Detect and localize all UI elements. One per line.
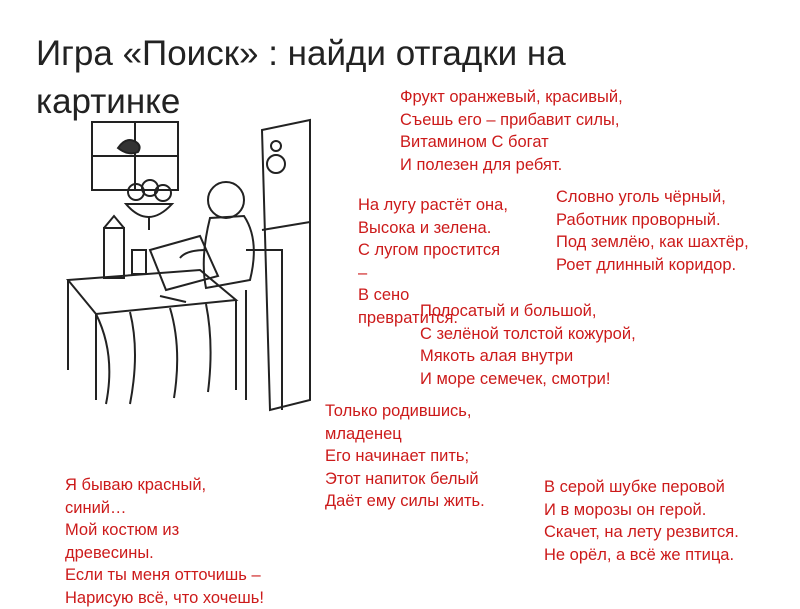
table: [68, 270, 236, 314]
riddle-watermelon: Полосатый и большой, С зелёной толстой кожурой, Мякоть алая внутри И море семечек, смотри!: [420, 302, 636, 388]
riddle-grass: На лугу растёт она, Высока и зелена. С лугом простится – В сено превратится.: [358, 196, 508, 327]
bird-icon: [118, 140, 140, 153]
riddle-pencil: Я бываю красный, синий… Мой костюм из древесины. Если ты меня отточишь – Нарисую всё, что хочешь!: [65, 476, 264, 607]
milk-carton: [104, 228, 124, 278]
riddle-orange: Фрукт оранжевый, красивый, Съешь его – прибавит силы, Витамином С богат И полезен для ребят.: [400, 88, 623, 174]
boy-head: [208, 182, 244, 218]
fruit-bowl: [126, 204, 172, 217]
riddle-sparrow: В серой шубке перовой И в морозы он герой. Скачет, на лету резвится. Не орёл, а всё же птица.: [544, 478, 739, 564]
wall-panel: [262, 120, 310, 410]
glass: [132, 250, 146, 274]
riddle-mole: Словно уголь чёрный, Работник проворный. Под землёю, как шахтёр, Роет длинный коридор.: [556, 188, 749, 274]
drawing-paper: [150, 236, 218, 290]
coloring-picture: [0, 100, 360, 520]
slide-title: Игра «Поиск» : найди отгадки на картинке: [36, 34, 566, 121]
pencil: [160, 296, 186, 302]
riddle-milk: Только родившись, младенец Его начинает пить; Этот напиток белый Даёт ему силы жить.: [325, 402, 485, 510]
watermelon-icon: [267, 155, 285, 173]
